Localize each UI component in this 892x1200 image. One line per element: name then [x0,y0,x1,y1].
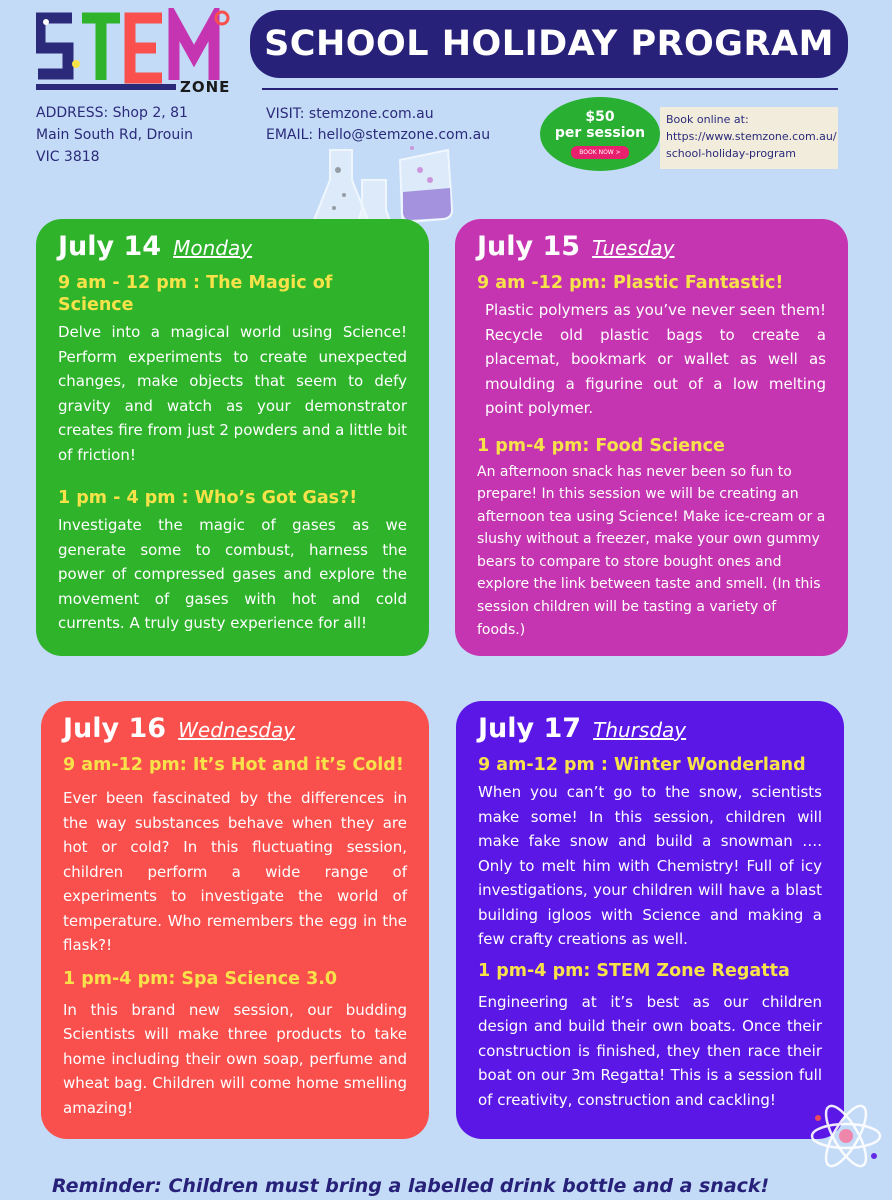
day-card-july-15 [455,219,848,656]
session-description: An afternoon snack has never been so fun to prepare! In this session we will be creating an afternoon tea using Science! Make ice-cream or a slushy without a freezer, make your own gummy bears to compare to store bought ones and explore the link between taste and smell. (In this session children will be tasting a variety of foods.) [477,463,826,638]
price-badge [540,97,660,171]
day-card-july-16 [41,701,429,1139]
card-day: Monday [173,236,253,260]
page-title: SCHOOL HOLIDAY PROGRAM [264,24,834,64]
session-description: Plastic polymers as you’ve never seen them! Recycle old plastic bags to create a placemat, bookmark or wallet as well as moulding a figurine out of a low melting point polymer. [485,301,826,417]
date-row [63,713,407,744]
card-date: July 16 [63,713,167,744]
price-unit: per session [554,125,646,141]
email-link[interactable]: EMAIL: hello@stemzone.com.au [266,127,491,143]
card-date: July 14 [58,231,162,262]
session-title: 1 pm-4 pm: STEM Zone Regatta [478,960,790,981]
day-card-july-14 [36,219,429,656]
date-row [477,231,826,262]
atom-icon [806,1098,886,1174]
card-date: July 17 [478,713,582,744]
address-block [36,102,236,168]
booking-url[interactable]: school-holiday-program [666,147,797,160]
day-card-july-17 [456,701,844,1139]
booking-url[interactable]: https://www.stemzone.com.au/ [666,130,837,143]
session-title: 1 pm - 4 pm : Who’s Got Gas?! [58,488,358,508]
session-description: Ever been fascinated by the differences in the way substances behave when they are hot or cold? In this fluctuating session, children perform a wide range of experiments to investigate the world of temperature. Who remembers the egg in the flask?! [63,789,407,954]
session-title: 9 am-12 pm : Winter Wonderland [478,755,806,775]
website-link[interactable]: VISIT: stemzone.com.au [266,106,434,122]
session-description: Engineering at it’s best as our children design and build their own boats. Once their construction is finished, they then race their boat on our 3m Regatta! This is a session full of creativity, construction and cackling! [478,992,822,1109]
logo-zone-text: ZONE [180,78,231,96]
booking-line: Book online at: [666,113,749,126]
session-title: 1 pm-4 pm: Food Science [477,435,725,456]
title-underline [262,88,838,90]
session-description: When you can’t go to the snow, scientists make some! In this session, children will make fake snow and build a snowman …. Only to melt him with Chemistry! Full of icy investigations, your children will have a blast building igloos with Science and making a few crafty creations as well. [478,783,822,948]
address-line: Main South Rd, Drouin [36,127,193,143]
session-description: In this brand new session, our budding Scientists will make three products to take home including their own soap, perfume and wheat bag. Children will come home smelling amazing! [63,1000,407,1117]
session-title: 9 am-12 pm: It’s Hot and it’s Cold! [63,755,404,775]
price-amount: $50 [585,109,615,125]
book-now-button[interactable]: BOOK NOW > [571,146,628,159]
card-date: July 15 [477,231,581,262]
title-banner [250,10,848,78]
session-title: 1 pm-4 pm: Spa Science 3.0 [63,968,338,989]
session-title: 9 am -12 pm: Plastic Fantastic! [477,273,784,293]
address-line: ADDRESS: Shop 2, 81 [36,105,188,121]
date-row [58,231,407,262]
session-description: Investigate the magic of gases as we generate some to combust, harness the power of compressed gases and explore the movement of gases with hot and cold currents. A truly gusty experience for all! [58,516,407,632]
session-description: Delve into a magical world using Science! Perform experiments to create unexpected changes, make objects that seem to defy gravity and watch as your demonstrator creates fire from just 2 powders and a little bit of friction! [58,323,407,464]
reminder-text: Reminder: Children must bring a labelled drink bottle and a snack! [52,1175,770,1197]
card-day: Tuesday [592,236,675,260]
address-line: VIC 3818 [36,149,100,165]
date-row [478,713,822,744]
booking-info [660,107,838,169]
session-title: 9 am - 12 pm : The Magic of Science [58,273,333,315]
card-day: Wednesday [178,718,296,742]
card-day: Thursday [593,718,687,742]
